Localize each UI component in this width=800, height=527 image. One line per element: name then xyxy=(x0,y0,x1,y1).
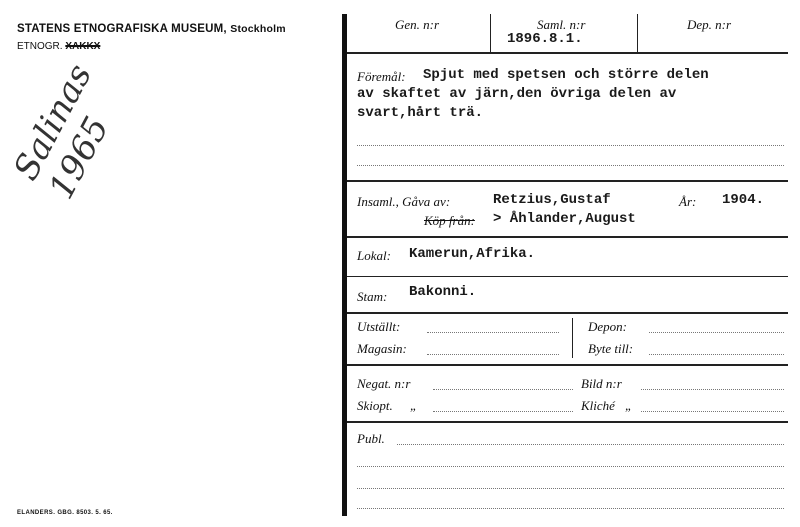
gen-label: Gen. n:r xyxy=(395,17,440,32)
ar-value: 1904. xyxy=(722,192,765,208)
dep-label: Dep. n:r xyxy=(687,17,732,32)
header-rule xyxy=(347,52,788,54)
etnogr-label: ETNOGR. xyxy=(17,41,63,52)
publ-dotline-1 xyxy=(397,444,784,445)
publ-dotline-3 xyxy=(357,488,784,489)
utstallt-dotline xyxy=(427,332,559,333)
foremal-dotline-2 xyxy=(357,165,784,166)
foremal-rule xyxy=(347,180,788,182)
kliche-label: Kliché xyxy=(581,398,615,413)
magasin-dotline xyxy=(427,354,559,355)
negat-dotline xyxy=(433,389,573,390)
byte-label: Byte till: xyxy=(588,341,634,356)
storage-divider xyxy=(572,318,573,358)
lokal-label: Lokal: xyxy=(357,248,391,263)
insaml-rule xyxy=(347,236,788,238)
saml-value: 1896.8.1. xyxy=(507,31,583,47)
foremal-line-2: av skaftet av järn,den övriga delen av xyxy=(357,86,677,102)
bild-dotline xyxy=(641,389,784,390)
skiopt-ditto: „ xyxy=(410,398,418,413)
lokal-rule xyxy=(347,276,788,277)
kliche-ditto: „ xyxy=(625,398,633,413)
stam-rule xyxy=(347,312,788,314)
skiopt-dotline xyxy=(433,411,573,412)
etnogr-struck-text: XAKKX xyxy=(65,41,101,52)
publ-dotline-2 xyxy=(357,466,784,467)
byte-dotline xyxy=(649,354,784,355)
skiopt-label: Skiopt. xyxy=(357,398,393,413)
handwritten-note: Salinas 1965 xyxy=(6,57,118,206)
museum-name: STATENS ETNOGRAFISKA MUSEUM, xyxy=(17,23,227,35)
media-rule xyxy=(347,421,788,423)
depon-label: Depon: xyxy=(588,319,627,334)
header-divider-2 xyxy=(637,14,638,52)
utstallt-label: Utställt: xyxy=(357,319,401,334)
kop-value: > Åhlander,August xyxy=(493,211,636,227)
kop-label: Köp från: xyxy=(424,213,475,228)
foremal-line-1: Spjut med spetsen och större delen xyxy=(423,67,709,83)
lokal-value: Kamerun,Afrika. xyxy=(409,246,536,262)
bild-label: Bild n:r xyxy=(581,376,622,391)
insaml-label: Insaml., Gåva av: xyxy=(357,194,451,209)
foremal-line-3: svart,hårt trä. xyxy=(357,105,484,121)
kliche-dotline xyxy=(641,411,784,412)
magasin-label: Magasin: xyxy=(357,341,407,356)
ar-label: År: xyxy=(679,194,697,209)
depon-dotline xyxy=(649,332,784,333)
publ-dotline-4 xyxy=(357,508,784,509)
storage-rule xyxy=(347,364,788,366)
publ-label: Publ. xyxy=(357,431,385,446)
museum-heading xyxy=(17,23,286,35)
header-divider-1 xyxy=(490,14,491,52)
museum-city: Stockholm xyxy=(230,23,286,35)
printer-imprint: ELANDERS. GBG. 8503. 5. 65. xyxy=(17,510,113,516)
saml-label: Saml. n:r xyxy=(537,17,586,32)
foremal-label: Föremål: xyxy=(357,69,406,84)
foremal-dotline-1 xyxy=(357,145,784,146)
catalog-card xyxy=(347,14,788,514)
negat-label: Negat. n:r xyxy=(357,376,411,391)
stam-value: Bakonni. xyxy=(409,284,477,300)
insaml-value: Retzius,Gustaf xyxy=(493,192,611,208)
stam-label: Stam: xyxy=(357,289,388,304)
